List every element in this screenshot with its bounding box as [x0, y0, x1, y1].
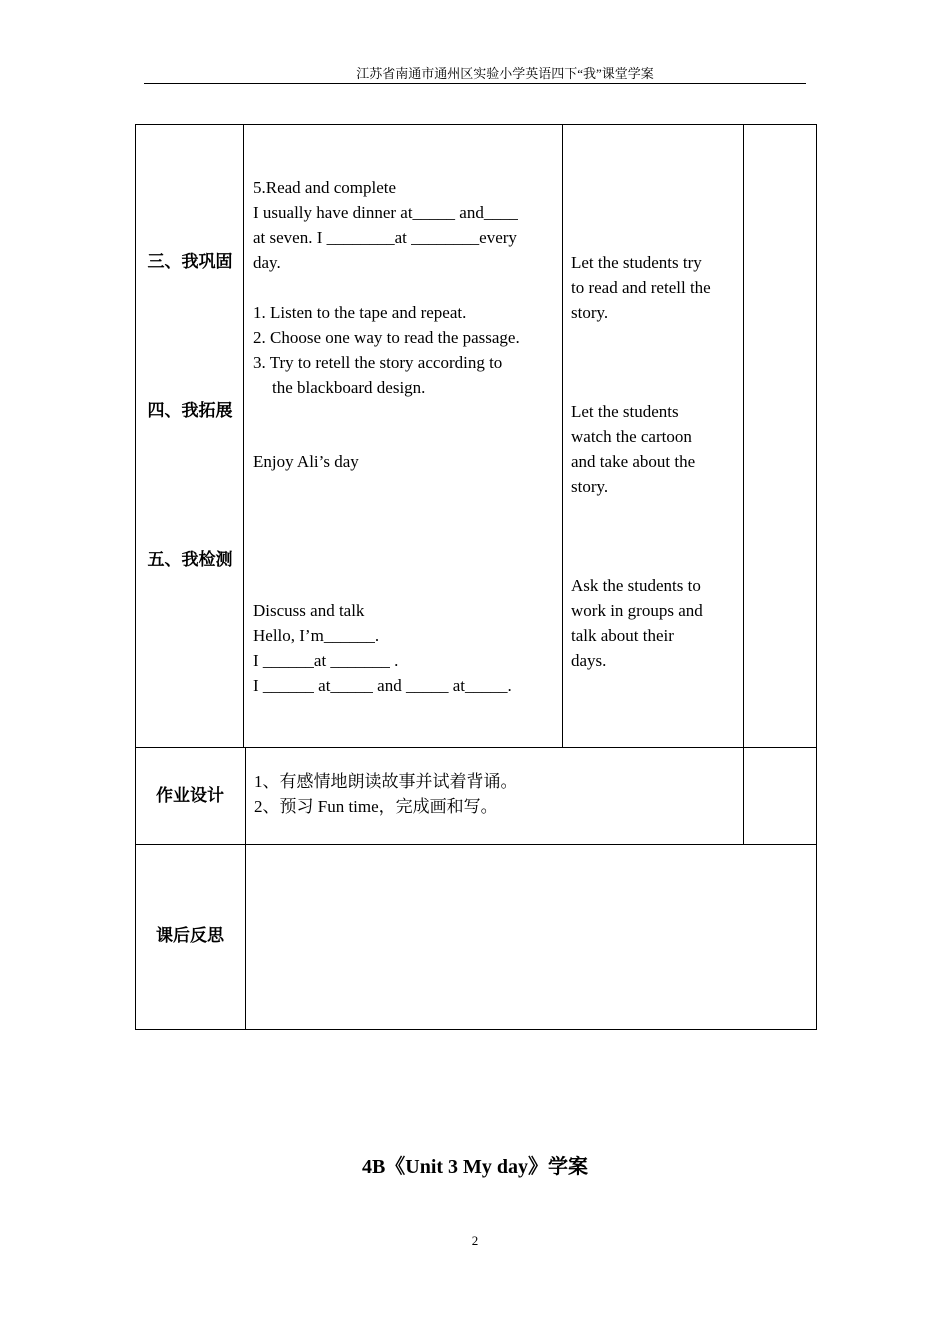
- section-label-check: 五、我检测: [147, 550, 233, 570]
- row-divider-2: [135, 844, 817, 845]
- note-line: watch the cartoon: [571, 427, 692, 446]
- note-line: story.: [571, 477, 609, 496]
- content-spacer: [253, 275, 520, 300]
- row-divider-1: [135, 747, 817, 748]
- content-line: I usually have dinner at_____ and____: [253, 203, 518, 222]
- col-divider-label-lower: [245, 747, 246, 1029]
- discussion-block: [253, 598, 512, 698]
- teacher-note-2: [571, 399, 695, 499]
- content-line: 2. Choose one way to read the passage.: [253, 328, 520, 347]
- teacher-note-3: [571, 573, 703, 673]
- col-divider-content: [562, 124, 563, 747]
- reflection-label: 课后反思: [156, 926, 224, 946]
- note-line: talk about their: [571, 626, 674, 645]
- content-line: Discuss and talk: [253, 601, 365, 620]
- content-line: I ______ at_____ and _____ at_____.: [253, 676, 512, 695]
- page-number: 2: [471, 1233, 479, 1248]
- teacher-note-1: [571, 250, 735, 325]
- note-line: Ask the students to: [571, 576, 701, 595]
- content-line: 5.Read and complete: [253, 178, 397, 197]
- note-line: Let the students try: [571, 253, 702, 272]
- section-label-consolidate: 三、我巩固: [147, 252, 233, 272]
- note-line: and take about the: [571, 452, 696, 471]
- table-border-top: [135, 124, 817, 125]
- col-divider-label: [243, 124, 244, 747]
- homework-item: 1、有感情地朗读故事并试着背诵。: [254, 772, 518, 791]
- homework-items: [254, 769, 518, 819]
- content-line: 1. Listen to the tape and repeat.: [253, 303, 467, 322]
- header-title: 江苏省南通市通州区实验小学英语四下“我”课堂学案: [356, 66, 654, 81]
- table-border-bottom: [135, 1029, 817, 1030]
- header-rule: [144, 83, 806, 84]
- note-line: to read and retell the: [571, 278, 711, 297]
- homework-label: 作业设计: [156, 786, 224, 806]
- document-title: 4B《Unit 3 My day》学案: [361, 1156, 589, 1178]
- col-divider-homework: [743, 747, 744, 844]
- activity-content: [253, 175, 520, 400]
- note-line: story.: [571, 303, 609, 322]
- content-line: Enjoy Ali’s day: [253, 452, 359, 471]
- content-line: I ______at _______ .: [253, 651, 399, 670]
- table-border-right: [816, 124, 817, 1029]
- content-line: the blackboard design.: [272, 378, 426, 397]
- note-line: work in groups and: [571, 601, 703, 620]
- content-line: 3. Try to retell the story according to: [253, 353, 503, 372]
- content-line: Hello, I’m______.: [253, 626, 380, 645]
- content-line: at seven. I ________at ________every: [253, 228, 517, 247]
- content-line: day.: [253, 253, 281, 272]
- col-divider-notes: [743, 124, 744, 747]
- note-line: Let the students: [571, 402, 679, 421]
- section-label-extend: 四、我拓展: [147, 401, 233, 421]
- homework-item: 2、预习 Fun time，完成画和写。: [254, 797, 498, 816]
- note-line: days.: [571, 651, 607, 670]
